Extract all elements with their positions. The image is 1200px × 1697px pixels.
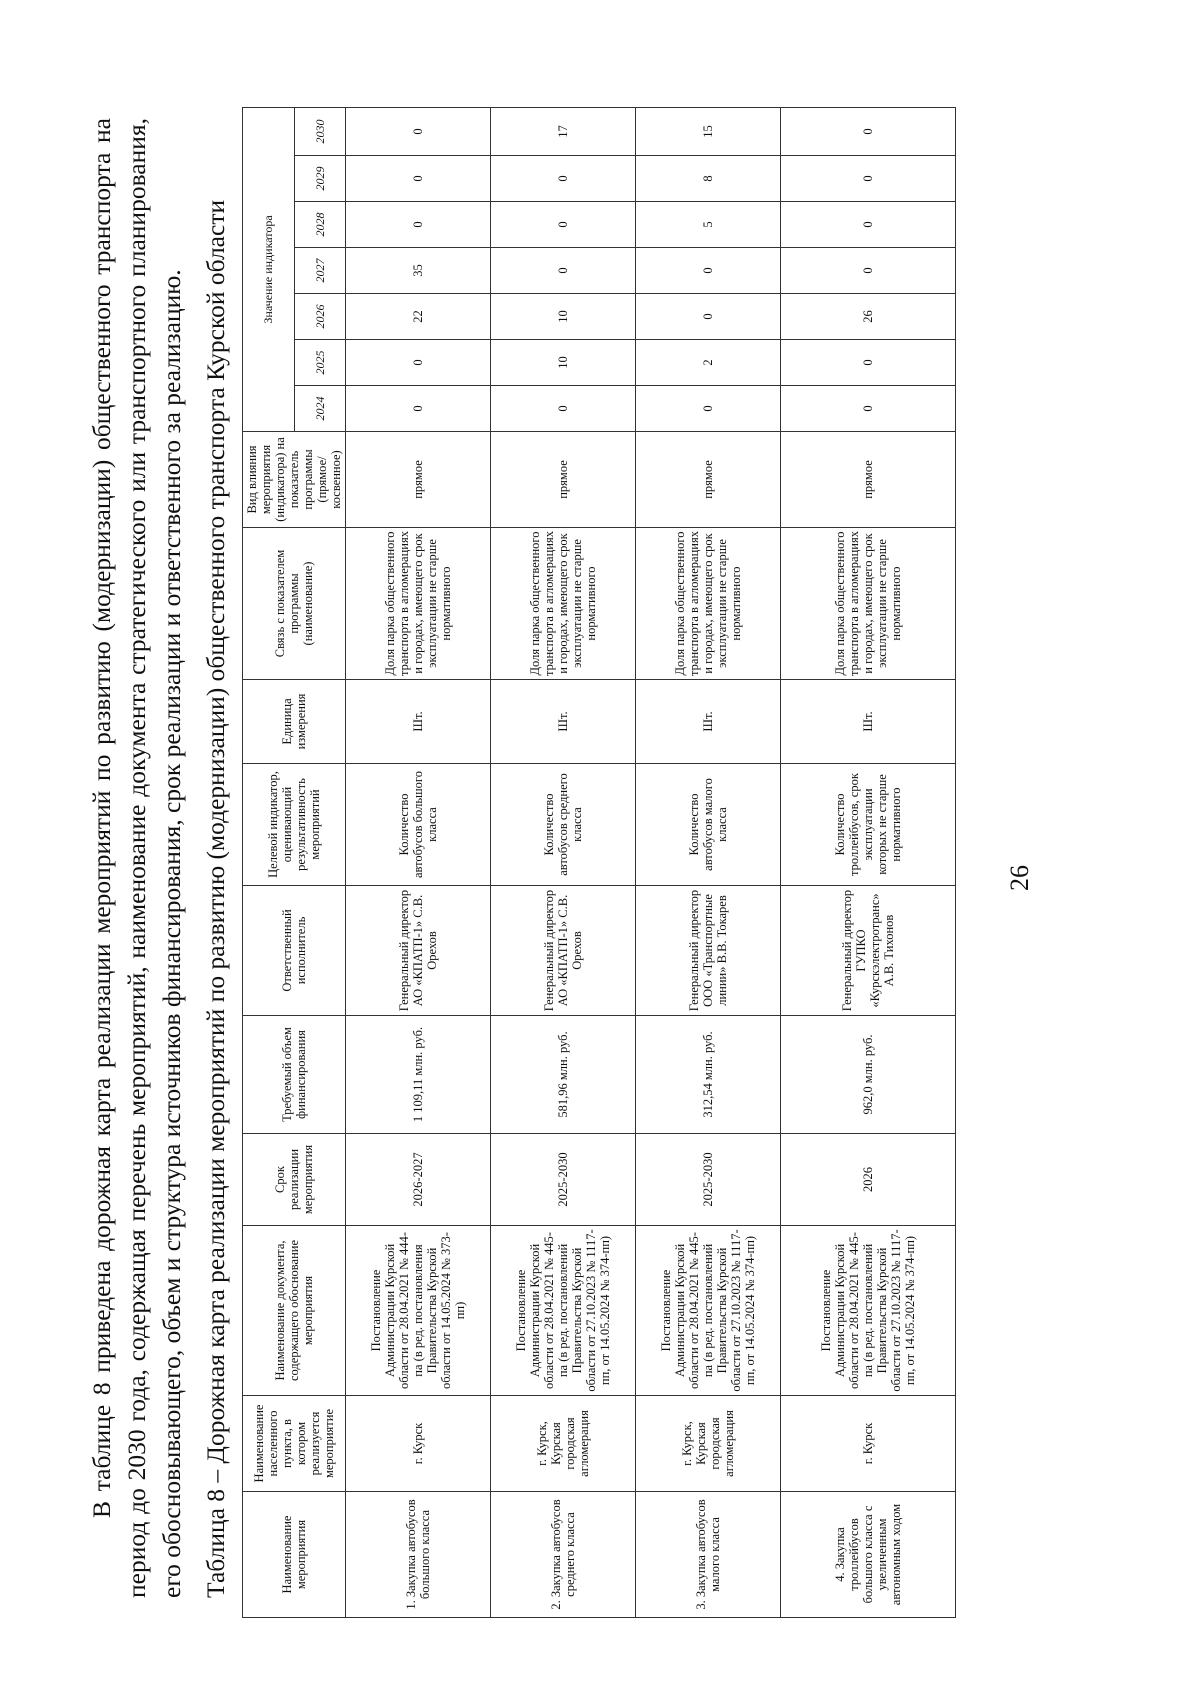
cell-value: 0 — [346, 202, 491, 248]
header-event: Наименование мероприятия — [243, 1492, 346, 1618]
cell-event: 3. Закупка автобусов малого класса — [636, 1492, 781, 1618]
header-year: 2029 — [294, 156, 346, 202]
cell-document: Постановление Администрации Курской области от 28.04.2021 № 444-па (в ред. постановления Правительства Курской области от 14.05.2024 № 373-пп) — [346, 1226, 491, 1396]
cell-term: 2025-2030 — [636, 1134, 781, 1226]
cell-funding: 962,0 млн. руб. — [781, 1016, 956, 1134]
cell-locality: г. Курск, Курская городская агломерация — [636, 1396, 781, 1492]
header-document: Наименование документа, содержащего обоснование мероприятия — [243, 1226, 346, 1396]
page-number: 26 — [1005, 865, 1034, 891]
table-row — [781, 107, 956, 1617]
header-link: Связь с показателем программы (наименование) — [243, 528, 346, 680]
header-unit: Единица измерения — [243, 680, 346, 764]
cell-link: Доля парка общественного транспорта в агломерациях и городах, имеющего срок эксплуатации не старше нормативного — [636, 528, 781, 680]
cell-value: 5 — [636, 202, 781, 248]
table-row — [636, 107, 781, 1617]
cell-value: 15 — [636, 107, 781, 155]
cell-value: 10 — [491, 294, 636, 340]
cell-document: Постановление Администрации Курской области от 28.04.2021 № 445-па (в ред. постановлений Правительства Курской области от 27.10.2023 № 1117-пп, от 14.05.2024 № 374-пп) — [491, 1226, 636, 1396]
cell-value: 0 — [491, 248, 636, 294]
cell-value: 0 — [636, 294, 781, 340]
cell-value: 0 — [781, 107, 956, 155]
header-responsible: Ответственный исполнитель — [243, 886, 346, 1016]
cell-responsible: Генеральный директор АО «КПАТП-1» С.В. Орехов — [346, 886, 491, 1016]
cell-document: Постановление Администрации Курской области от 28.04.2021 № 445-па (в ред. постановлений Правительства Курской области от 27.10.2023 № 1117-пп, от 14.05.2024 № 374-пп) — [781, 1226, 956, 1396]
cell-value: 0 — [491, 156, 636, 202]
cell-value: 26 — [781, 294, 956, 340]
cell-value: 22 — [346, 294, 491, 340]
cell-locality: г. Курск — [346, 1396, 491, 1492]
cell-value: 0 — [491, 386, 636, 432]
cell-unit: Шт. — [781, 680, 956, 764]
cell-locality: г. Курск — [781, 1396, 956, 1492]
cell-term: 2026-2027 — [346, 1134, 491, 1226]
cell-value: 17 — [491, 107, 636, 155]
cell-impact: прямое — [781, 432, 956, 528]
cell-link: Доля парка общественного транспорта в агломерациях и городах, имеющего срок эксплуатации не старше нормативного — [781, 528, 956, 680]
header-locality: Наименование населенного пункта, в котором реализуется мероприятие — [243, 1396, 346, 1492]
cell-value: 0 — [346, 386, 491, 432]
header-year: 2026 — [294, 294, 346, 340]
cell-link: Доля парка общественного транспорта в агломерациях и городах, имеющего срок эксплуатации не старше нормативного — [346, 528, 491, 680]
cell-value: 0 — [346, 107, 491, 155]
cell-value: 0 — [636, 248, 781, 294]
table-row — [346, 107, 491, 1617]
cell-funding: 1 109,11 млн. руб. — [346, 1016, 491, 1134]
cell-target: Количество автобусов среднего класса — [491, 764, 636, 886]
table-caption: Таблица 8 – Дорожная карта реализации мероприятий по развитию (модернизации) общественного транспорта Курской области — [201, 199, 230, 1598]
rotated-page-content — [20, 68, 1180, 1648]
cell-term: 2026 — [781, 1134, 956, 1226]
cell-value: 10 — [491, 340, 636, 386]
table-row — [491, 107, 636, 1617]
header-year: 2027 — [294, 248, 346, 294]
header-year: 2025 — [294, 340, 346, 386]
cell-value: 0 — [781, 202, 956, 248]
header-impact: Вид влияния мероприятия (индикатора) на показатель программы (прямое/ косвенное) — [243, 432, 346, 528]
cell-event: 4. Закупка троллейбусов большого класса с увеличенным автономным ходом — [781, 1492, 956, 1618]
cell-value: 35 — [346, 248, 491, 294]
intro-paragraph: В таблице 8 приведена дорожная карта реализации мероприятий по развитию (модернизации) общественного транспорта на период до 2030 года, содержащая перечень мероприятий, наименование документа стратегического или транспортного планирования, его обосновывающего, объем и структура источников финансирования, срок реализации и ответственного за реализацию. — [86, 118, 186, 1598]
cell-locality: г. Курск, Курская городская агломерация — [491, 1396, 636, 1492]
cell-event: 2. Закупка автобусов среднего класса — [491, 1492, 636, 1618]
cell-responsible: Генеральный директор ООО «Транспортные линии» В.В. Токарев — [636, 886, 781, 1016]
cell-unit: Шт. — [636, 680, 781, 764]
cell-impact: прямое — [636, 432, 781, 528]
cell-funding: 312,54 млн. руб. — [636, 1016, 781, 1134]
cell-impact: прямое — [346, 432, 491, 528]
cell-responsible: Генеральный директор ГУПКО «Курскэлектротранс» А.В. Тихонов — [781, 886, 956, 1016]
cell-value: 0 — [781, 340, 956, 386]
cell-value: 0 — [636, 386, 781, 432]
cell-value: 0 — [781, 156, 956, 202]
cell-value: 8 — [636, 156, 781, 202]
header-year: 2024 — [294, 386, 346, 432]
cell-event: 1. Закупка автобусов большого класса — [346, 1492, 491, 1618]
cell-value: 0 — [491, 202, 636, 248]
header-year: 2030 — [294, 107, 346, 155]
cell-target: Количество троллейбусов, срок эксплуатации которых не старше нормативного — [781, 764, 956, 886]
roadmap-table — [242, 107, 956, 1618]
cell-funding: 581,96 млн. руб. — [491, 1016, 636, 1134]
header-funding: Требуемый объем финансирования — [243, 1016, 346, 1134]
header-term: Срок реализации мероприятия — [243, 1134, 346, 1226]
cell-value: 2 — [636, 340, 781, 386]
cell-value: 0 — [346, 156, 491, 202]
cell-value: 0 — [781, 386, 956, 432]
cell-impact: прямое — [491, 432, 636, 528]
cell-unit: Шт. — [491, 680, 636, 764]
cell-link: Доля парка общественного транспорта в агломерациях и городах, имеющего срок эксплуатации не старше нормативного — [491, 528, 636, 680]
cell-target: Количество автобусов большого класса — [346, 764, 491, 886]
header-year: 2028 — [294, 202, 346, 248]
cell-document: Постановление Администрации Курской области от 28.04.2021 № 445-па (в ред. постановлений Правительства Курской области от 27.10.2023 № 1117-пп, от 14.05.2024 № 374-пп) — [636, 1226, 781, 1396]
cell-term: 2025-2030 — [491, 1134, 636, 1226]
header-target: Целевой индикатор, оценивающий результативность мероприятий — [243, 764, 346, 886]
cell-target: Количество автобусов малого класса — [636, 764, 781, 886]
cell-unit: Шт. — [346, 680, 491, 764]
cell-responsible: Генеральный директор АО «КПАТП-1» С.В. Орехов — [491, 886, 636, 1016]
cell-value: 0 — [781, 248, 956, 294]
cell-value: 0 — [346, 340, 491, 386]
header-indicator-value: Значение индикатора — [243, 107, 295, 431]
